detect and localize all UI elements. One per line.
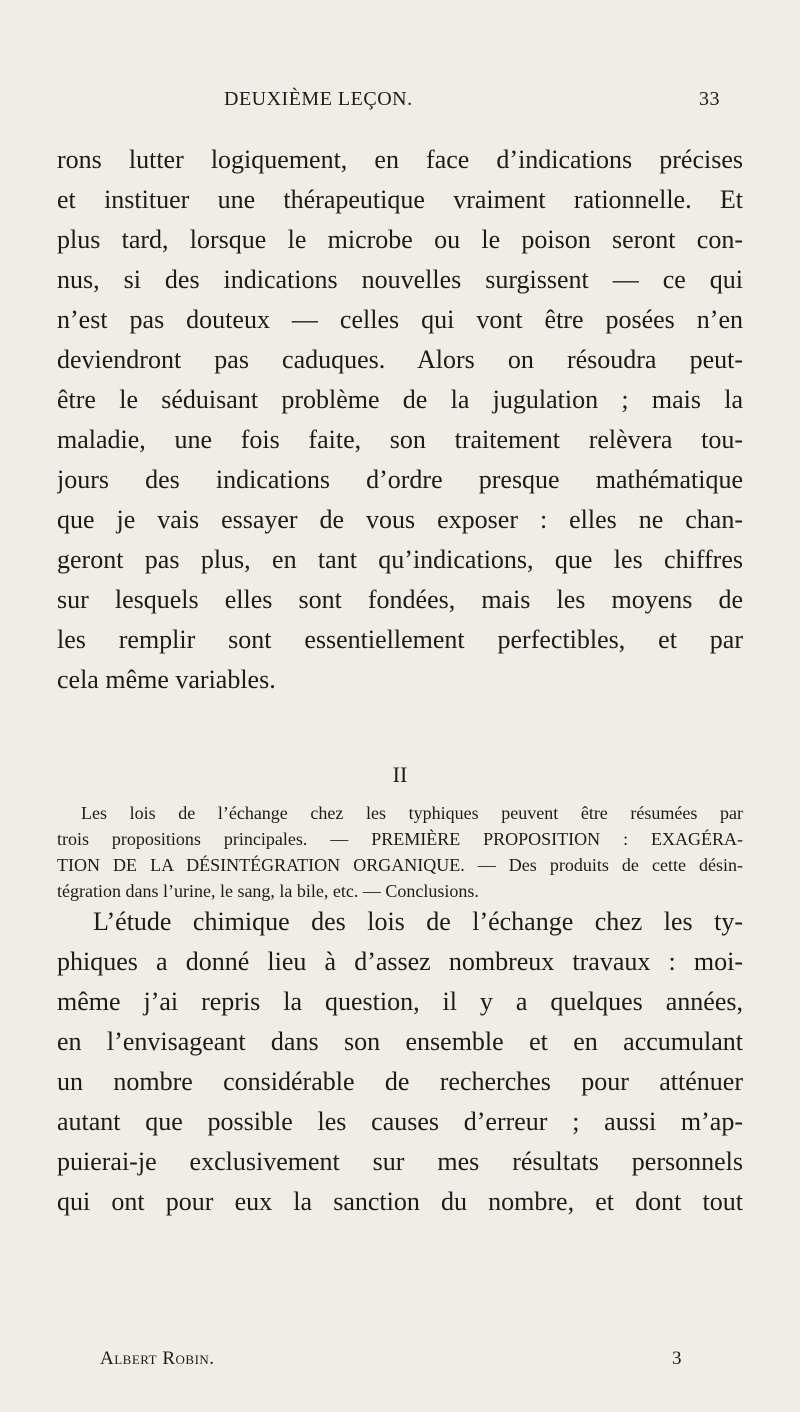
body-paragraph-continuation — [57, 140, 743, 700]
summary-line: Les lois de l’échange chez les typhiques peuvent être résumées par — [81, 803, 743, 823]
body-line: cela même variables. — [57, 665, 276, 694]
body-line: sur lesquels elles sont fondées, mais les moyens de — [57, 585, 743, 614]
body-line: qui ont pour eux la sanction du nombre, et dont tout — [57, 1187, 743, 1216]
body-line: un nombre considérable de recherches pour atténuer — [57, 1067, 743, 1096]
body-line: en l’envisageant dans son ensemble et en accumulant — [57, 1027, 743, 1056]
page-number: 33 — [699, 88, 720, 110]
body-line: que je vais essayer de vous exposer : elles ne chan- — [57, 505, 743, 534]
page-footer — [0, 1348, 800, 1376]
body-line: L’étude chimique des lois de l’échange chez les ty- — [93, 907, 743, 936]
body-line: rons lutter logiquement, en face d’indications précises — [57, 145, 743, 174]
signature-mark: Albert Robin. — [100, 1348, 215, 1369]
body-line: être le séduisant problème de la jugulation ; mais la — [57, 385, 743, 414]
body-paragraph-section-two — [57, 902, 743, 1222]
body-line: jours des indications d’ordre presque mathématique — [57, 465, 743, 494]
sheet-number: 3 — [672, 1348, 682, 1369]
summary-line: TION DE LA DÉSINTÉGRATION ORGANIQUE. — Des produits de cette désin- — [57, 855, 743, 875]
summary-line: trois propositions principales. — PREMIÈRE PROPOSITION : EXAGÉRA- — [57, 829, 743, 849]
section-summary — [57, 800, 743, 904]
running-title: DEUXIÈME LEÇON. — [224, 88, 413, 110]
running-header — [0, 88, 800, 118]
body-line: phiques a donné lieu à d’assez nombreux travaux : moi- — [57, 947, 743, 976]
body-line: deviendront pas caduques. Alors on résoudra peut- — [57, 345, 743, 374]
body-line: nus, si des indications nouvelles surgissent — ce qui — [57, 265, 743, 294]
body-line: n’est pas douteux — celles qui vont être posées n’en — [57, 305, 743, 334]
section-numeral: II — [392, 762, 408, 787]
body-line: plus tard, lorsque le microbe ou le poison seront con- — [57, 225, 743, 254]
body-line: geront pas plus, en tant qu’indications, que les chiffres — [57, 545, 743, 574]
body-line: les remplir sont essentiellement perfectibles, et par — [57, 625, 743, 654]
body-line: maladie, une fois faite, son traitement relèvera tou- — [57, 425, 743, 454]
body-line: puierai-je exclusivement sur mes résultats personnels — [57, 1147, 743, 1176]
body-line: même j’ai repris la question, il y a quelques années, — [57, 987, 743, 1016]
body-line: autant que possible les causes d’erreur ; aussi m’ap- — [57, 1107, 743, 1136]
summary-line: tégration dans l’urine, le sang, la bile, etc. — Conclusions. — [57, 881, 479, 901]
body-line: et instituer une thérapeutique vraiment rationnelle. Et — [57, 185, 743, 214]
